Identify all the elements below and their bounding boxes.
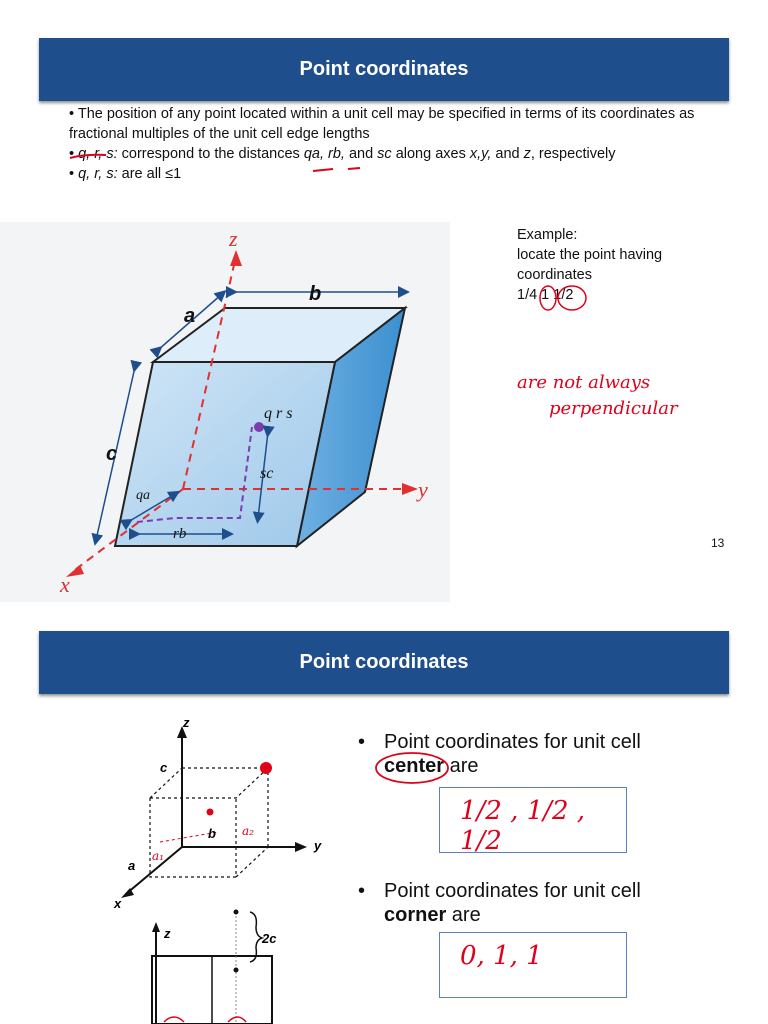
- cell-front-face: [115, 362, 335, 546]
- example-text: coordinates: [517, 267, 592, 283]
- svg-text:a₁: a₁: [152, 849, 164, 863]
- label-sc: sc: [260, 465, 274, 482]
- bullet-text: are: [444, 755, 479, 777]
- slide1-title: Point coordinates: [299, 58, 469, 80]
- unit-cell-figure: [0, 222, 450, 602]
- label-x: x: [60, 572, 70, 597]
- label-z: z: [229, 226, 238, 251]
- text-fragment: and: [491, 146, 524, 162]
- var-axes: x,y,: [469, 146, 492, 162]
- var-distances: qa, rb,: [303, 146, 345, 162]
- text-fragment: , respectively: [530, 146, 616, 162]
- center-answer: 1/2 , 1/2 , 1/2: [460, 796, 586, 856]
- label-qa: qa: [136, 488, 150, 503]
- label-y: y: [314, 838, 322, 853]
- bullet-text: Point coordinates for unit cell: [384, 880, 641, 902]
- text-fragment: along axes: [391, 146, 470, 162]
- cube-coordinates-figure: [100, 712, 340, 1024]
- text-fragment: are all ≤1: [117, 166, 182, 182]
- text-fragment: and: [344, 146, 378, 162]
- var-z: z: [523, 146, 531, 162]
- corner-answer-box: [439, 932, 627, 998]
- bullet-text: Point coordinates for unit cell: [384, 731, 641, 753]
- example-text: locate the point having: [517, 247, 663, 263]
- bullet-marker: •: [69, 166, 79, 182]
- label-2c: 2c: [262, 931, 277, 946]
- label-b: b: [309, 283, 322, 305]
- corner-answer: 0, 1, 1: [460, 941, 543, 971]
- slide2-title: Point coordinates: [299, 651, 469, 673]
- handwritten-line1: are not always: [517, 372, 651, 393]
- example-coords: 1/4 1 1/2: [517, 287, 574, 303]
- label-b: b: [208, 826, 216, 841]
- underline-annotations: [0, 0, 768, 240]
- example-heading: Example:: [517, 227, 578, 243]
- corner-bullet-text: [384, 879, 724, 927]
- label-x: x: [114, 896, 122, 911]
- label-y: y: [418, 477, 428, 502]
- text-fragment: correspond to the distances: [117, 146, 304, 162]
- label-qrs: q r s: [264, 405, 293, 422]
- var-qrs: q, r, s:: [78, 146, 118, 162]
- coord-circle-annotations: [536, 284, 596, 314]
- keyword-corner: corner: [384, 904, 447, 926]
- bullet-position: • The position of any point located within a unit cell may be specified in terms of its coordinates as fractional multiples of the unit cell edge lengths: [69, 106, 695, 142]
- var-qrs: q, r, s:: [78, 166, 118, 182]
- point-qrs: [254, 422, 264, 432]
- handwritten-line2: perpendicular: [549, 398, 678, 419]
- label-c: c: [160, 760, 168, 775]
- label-c: c: [106, 443, 118, 465]
- bullet-text: are: [446, 904, 481, 926]
- center-answer-box: [439, 787, 627, 856]
- slide2-title-banner: [39, 631, 729, 694]
- page-number: 13: [711, 536, 725, 550]
- label-z: z: [183, 715, 190, 730]
- svg-text:a₂: a₂: [242, 824, 254, 838]
- bullet-dot: •: [358, 880, 366, 902]
- keyword-center: center: [384, 755, 445, 777]
- label-a: a: [128, 858, 136, 873]
- label-rb: rb: [173, 526, 187, 542]
- label-a: a: [184, 305, 196, 327]
- var-sc: sc: [377, 146, 392, 162]
- bullet-marker: •: [69, 146, 79, 162]
- label-z2: z: [164, 926, 171, 941]
- bullet-dot: •: [358, 731, 366, 753]
- center-circle-annotation: [372, 748, 462, 790]
